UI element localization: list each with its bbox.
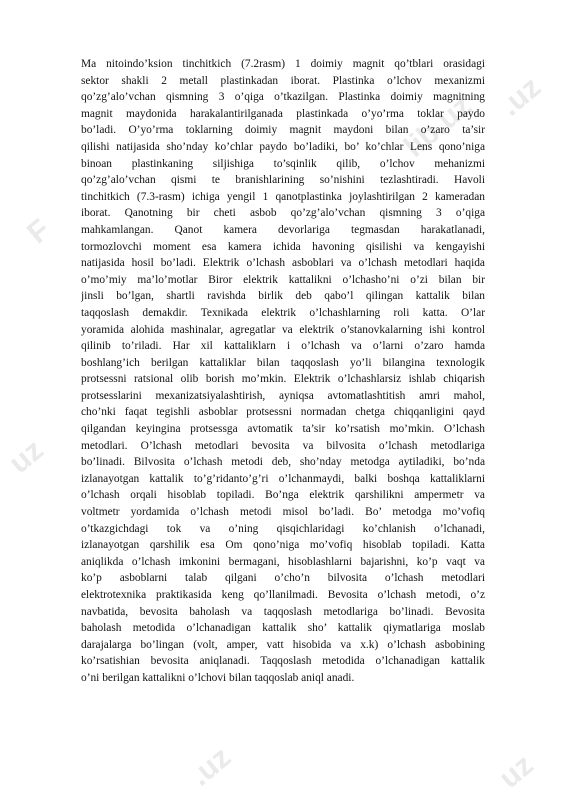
text-line: boshlang’ich berilgan kattaliklar bilan taqqoslash yo’li bilangina texnologik [81, 356, 485, 369]
text-line: aniqlikda o’lchash imkonini bermagani, hisoblashlarni bajarishni, ko’p vaqt va [81, 555, 485, 568]
text-line: Ma nitoindo’ksion tinchitkich (7.2rasm) 1 doimiy magnit qo’tblari orasidagi [81, 58, 485, 70]
text-line: protsesslarini mexanizatsiyalashtirish, ayniqsa avtomatlashtitish amri mahol, [81, 389, 485, 402]
text-line: taqqoslash demakdir. Texnikada elektrik o’lchashlarning roli katta. O’lar [81, 306, 485, 319]
text-line: bo’ladi. O’yo’rma toklarning doimiy magnit maydoni bilan o’zaro ta’sir [81, 124, 485, 137]
watermark: .uz [183, 740, 238, 793]
text-line: jinsli bo’lgan, shartli ravishda birlik deb qabo’l qilingan kattalik bilan [81, 290, 485, 303]
text-line: navbatida, bevosita baholash va taqqoslash metodlariga bo’linadi. Bevosita [81, 605, 485, 618]
watermark: .uz [493, 70, 548, 123]
text-line: o’lchash orqali hisoblab topiladi. Bo’nga elektrik qarshilikni ampermetr va [81, 489, 485, 502]
body-text [81, 56, 485, 687]
text-line: magnit maydonida harakalantirilganada plastinkada o’yo’rma toklar paydo [81, 107, 485, 120]
text-line: natijasida hosil bo’ladi. Elektrik o’lchash asboblari va o’lchash metodlari haqida [81, 257, 485, 270]
text-line: qilinib to’riladi. Har xil kattaliklarn i o’lchash va o’larni o’zaro hamda [81, 340, 485, 353]
text-line: o’tkazgichdagi tok va o’ning qisqichlaridagi ko’chlanish o’lchanadi, [81, 522, 485, 535]
text-line: izlanayotgan qarshilik esa Om qono’niga mo’vofiq hisoblab topiladi. Katta [81, 539, 485, 552]
text-line: mahkamlangan. Qanot kamera devorlariga tegmasdan harakatlanadi, [81, 223, 485, 236]
text-line: voltmetr yordamida o’lchash metodi misol bo’ladi. Bo’ metodga mo’vofiq [81, 506, 485, 519]
text-line: o’mo’miy ma’lo’motlar Biror elektrik kattalikni o’lchasho’ni o’zi bilan bir [81, 273, 485, 286]
text-line: baholash metodida o’lchanadigan kattalik sho’ kattalik qiymatlariga moslab [81, 622, 485, 635]
text-line: yoramida alohida mashinalar, agregatlar va elektrik o’stanovkalarning ishi kontrol [81, 323, 485, 336]
text-line: elektrotexnika praktikasida keng qo’llanilmadi. Bevosita o’lchash metodi, o’z [81, 589, 485, 601]
watermark: lib.uz [398, 89, 478, 164]
text-line: cho’nki faqat tegishli asboblar protsessni normadan chetga chiqqanligini qayd [81, 406, 485, 419]
text-line: protsessni ratsional olib borish mo’mkin. Elektrik o’lchashlarsiz ishlab chiqarish [81, 373, 485, 386]
text-line: qilgandan keyingina protsessga avtomatik ta’sir ko’rsatish mo’mkin. O’lchash [81, 423, 485, 436]
watermark: F [21, 213, 57, 251]
watermark: uz [2, 433, 50, 480]
text-line: bo’linadi. Bilvosita o’lchash metodi deb, sho’nday metodga aytiladiki, bo’nda [81, 456, 485, 469]
text-line: metodlari. O’lchash metodlari bevosita va bilvosita o’lchash metodlariga [81, 439, 485, 452]
text-line: sektor shakli 2 metall plastinkadan iborat. Plastinka o’lchov mexanizmi [81, 74, 485, 87]
text-line: qilishi natijasida sho’nday ko’chlar paydo bo’ladiki, bo’ ko’chlar Lens qono’niga [81, 140, 485, 153]
text-line: ko’p asboblarni talab qilgani o’cho’n bilvosita o’lchash metodlari [81, 572, 485, 585]
text-line: qo’zg’alo’vchan qismning 3 o’qiga o’tkazilgan. Plastinka doimiy magnitning [81, 91, 485, 104]
text-line: darajalarga bo’lingan (volt, amper, vatt hisobida va x.k) o’lchash asbobining [81, 638, 485, 651]
text-line: tinchitkich (7.3-rasm) ichiga yengil 1 qanotplastinka joylashtirilgan 2 kameradan [81, 190, 485, 203]
text-line: izlanayotgan kattalik to’g’ridanto’g’ri o’lchanmaydi, balki boshqa kattaliklarni [81, 472, 485, 485]
text-line: qo’zg’alo’vchan qismi te branishlarining so’nishini tezlashtiradi. Havoli [81, 174, 485, 187]
text-line: iborat. Qanotning bir cheti asbob qo’zg’alo’vchan qismning 3 o’qiga [81, 207, 485, 220]
watermark: uz [492, 748, 540, 795]
text-line: o’ni berilgan kattalikni o’lchovi bilan taqqoslab aniql anadi. [81, 671, 355, 684]
text-line: tormozlovchi moment esa kamera ichida havoning qisilishi va kengayishi [81, 240, 485, 253]
text-line: ko’rsatishian bevosita aniqlanadi. Taqqoslash metodida o’lchanadigan kattalik [81, 655, 485, 668]
text-line: binoan plastinkaning siljishiga to’sqinlik qilib, o’lchov mehanizmi [81, 157, 485, 170]
